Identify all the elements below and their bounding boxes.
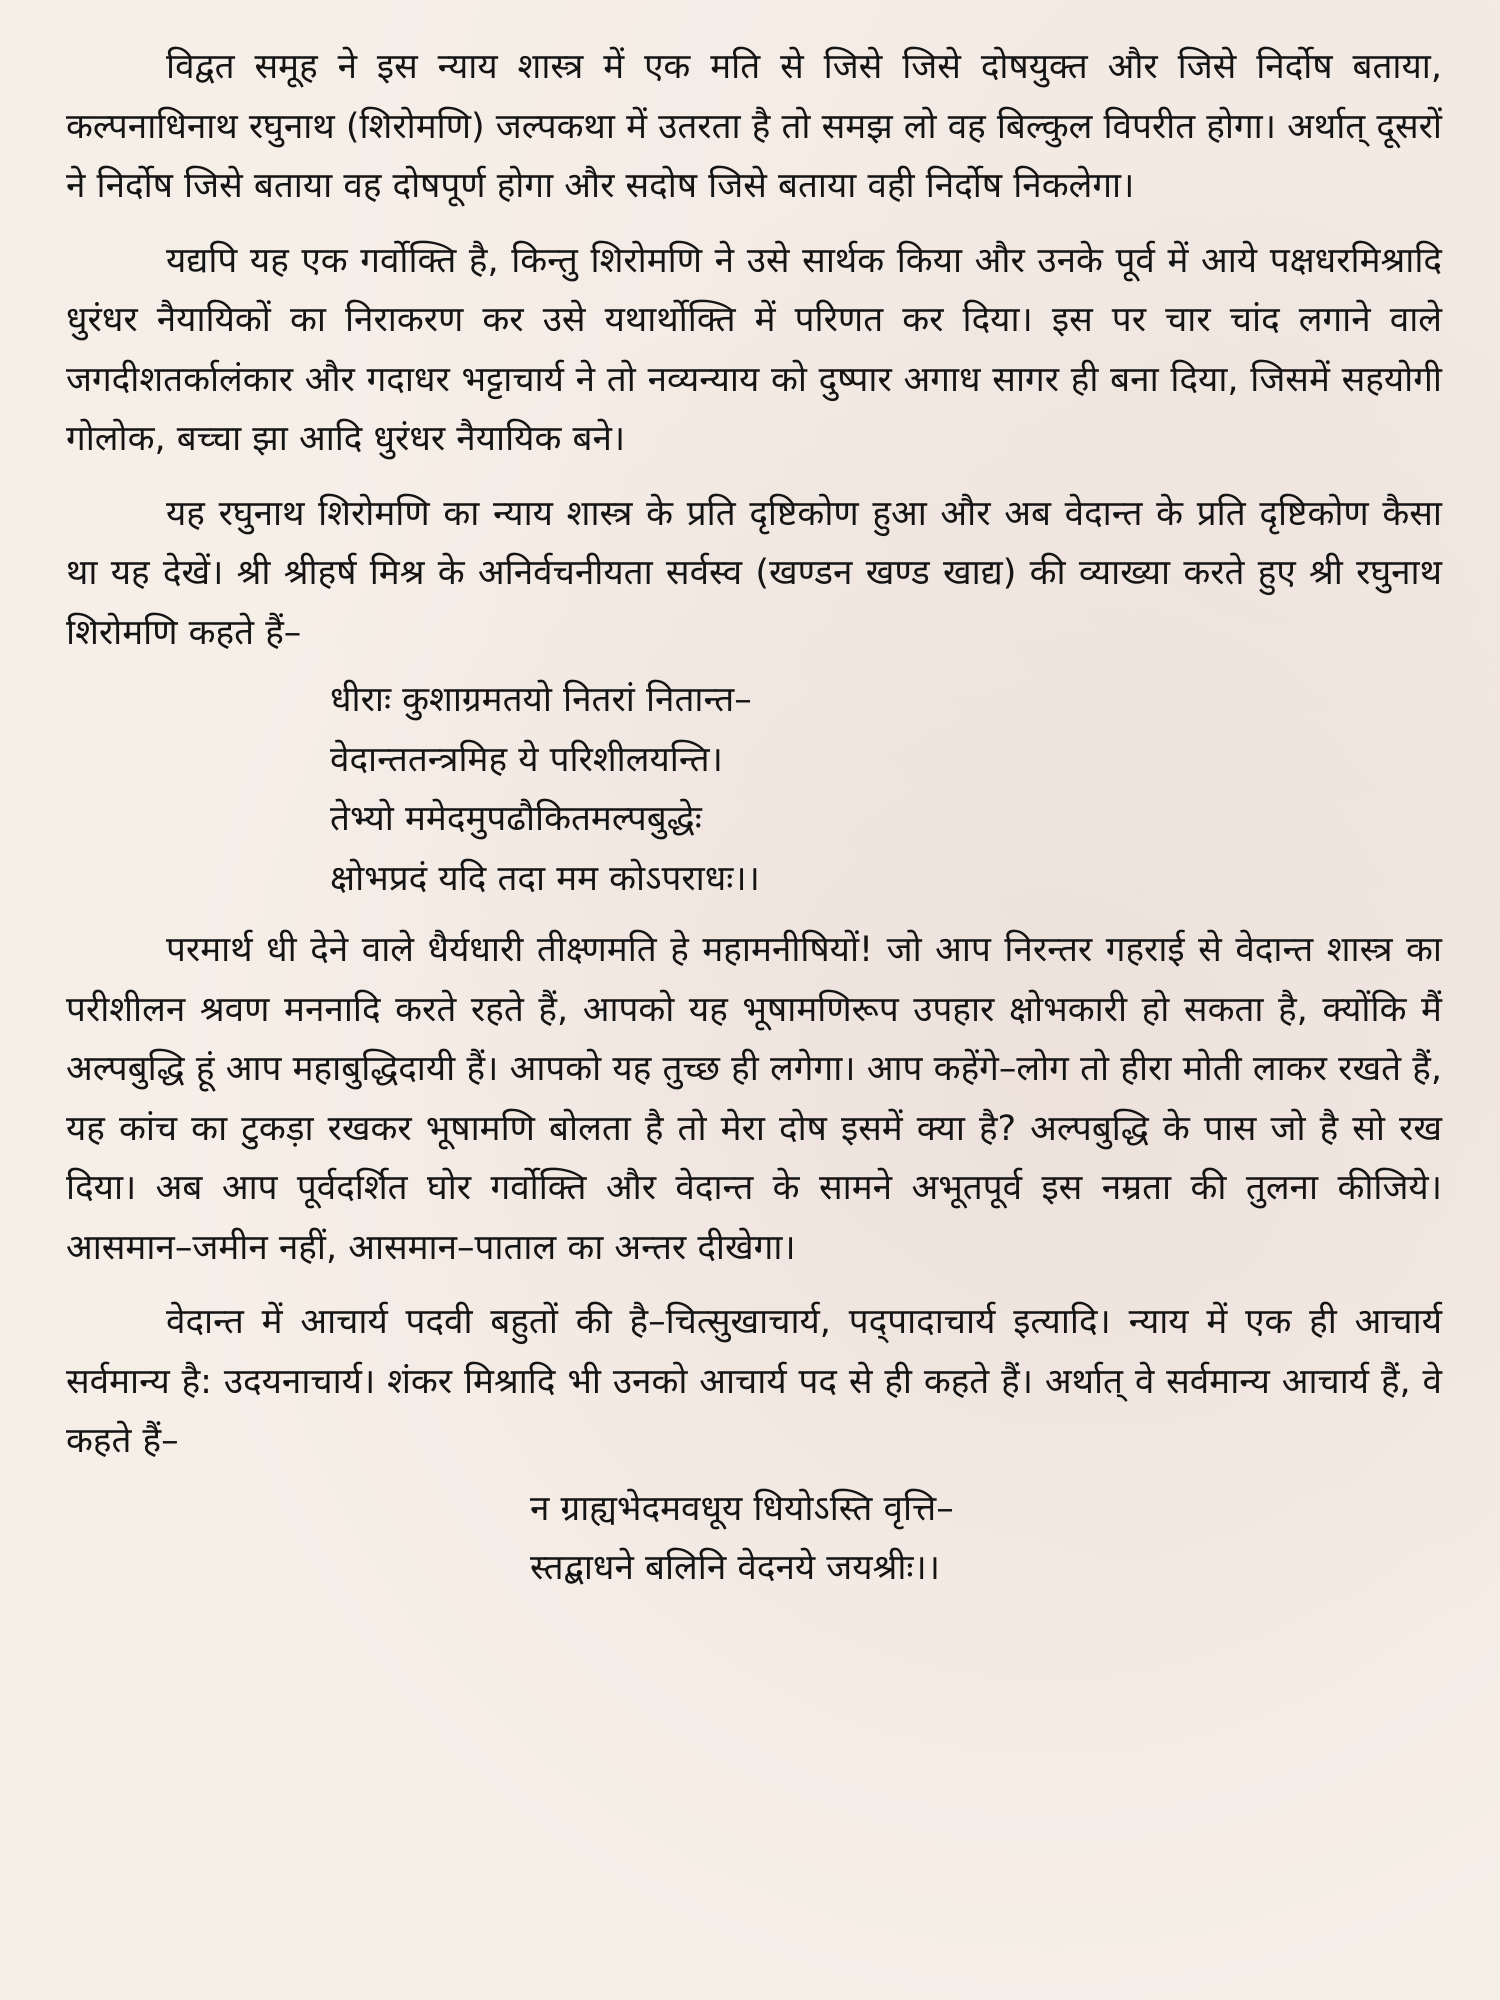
verse-quote-1 xyxy=(66,671,1442,909)
paragraph-3: यह रघुनाथ शिरोमणि का न्याय शास्त्र के प्रति दृष्टिकोण हुआ और अब वेदान्त के प्रति दृष्टिकोण कैसा था यह देखें। श्री श्रीहर्ष मिश्र के अनिर्वचनीयता सर्वस्व (खण्डन खण्ड खाद्य) की व्याख्या करते हुए श्री रघुनाथ शिरोमणि कहते हैं– xyxy=(66,493,1442,653)
verse-1-line-2: वेदान्ततन्त्रमिह ये परिशीलयन्ति। xyxy=(330,739,723,780)
verse-1-line-1: धीराः कुशाग्रमतयो नितरां नितान्त– xyxy=(330,680,752,720)
verse-2-line-1: न ग्राह्यभेदमवधूय धियोऽस्ति वृत्ति– xyxy=(530,1488,954,1529)
verse-quote-2 xyxy=(66,1480,1442,1599)
verse-1-line-4: क्षोभप्रदं यदि तदा मम कोऽपराधः।। xyxy=(330,858,760,899)
verse-1-line-3: तेभ्यो ममेदमुपढौकितमल्पबुद्धेः xyxy=(330,799,702,839)
paragraph-2: यद्यपि यह एक गर्वोक्ति है, किन्तु शिरोमणि ने उसे सार्थक किया और उनके पूर्व में आये पक्षधरमिश्रादि धुरंधर नैयायिकों का निराकरण कर उसे यथार्थोक्ति में परिणत कर दिया। इस पर चार चांद लगाने वाले जगदीशतर्कालंकार और गदाधर भट्टाचार्य ने तो नव्यन्याय को दुष्पार अगाध सागर ही बना दिया, जिसमें सहयोगी गोलोक, बच्चा झा आदि धुरंधर नैयायिक बने। xyxy=(66,240,1442,459)
verse-2-line-2: स्तद्बाधने बलिनि वेदनये जयश्रीः।। xyxy=(530,1548,941,1588)
paragraph-5: वेदान्त में आचार्य पदवी बहुतों की है–चित्सुखाचार्य, पद्पादाचार्य इत्यादि। न्याय में एक ही आचार्य सर्वमान्य है: उदयनाचार्य। शंकर मिश्रादि भी उनको आचार्य पद से ही कहते हैं। अर्थात् वे सर्वमान्य आचार्य हैं, वे कहते हैं– xyxy=(66,1302,1442,1461)
paragraph-1: विद्वत समूह ने इस न्याय शास्त्र में एक मति से जिसे जिसे दोषयुक्त और जिसे निर्दोष बताया, कल्पनाधिनाथ रघुनाथ (शिरोमणि) जल्पकथा में उतरता है तो समझ लो वह बिल्कुल विपरीत होगा। अर्थात् दूसरों ने निर्दोष जिसे बताया वह दोषपूर्ण होगा और सदोष जिसे बताया वही निर्दोष निकलेगा। xyxy=(66,47,1442,206)
paragraph-4: परमार्थ धी देने वाले धैर्यधारी तीक्ष्णमति हे महामनीषियों! जो आप निरन्तर गहराई से वेदान्त शास्त्र का परीशीलन श्रवण मननादि करते रहते हैं, आपको यह भूषामणिरूप उपहार क्षोभकारी हो सकता है, क्योंकि मैं अल्पबुद्धि हूं आप महाबुद्धिदायी हैं। आपको यह तुच्छ ही लगेगा। आप कहेंगे–लोग तो हीरा मोती लाकर रखते हैं, यह कांच का टुकड़ा रखकर भूषामणि बोलता है तो मेरा दोष इसमें क्या है? अल्पबुद्धि के पास जो है सो रख दिया। अब आप पूर्वदर्शित घोर गर्वोक्ति और वेदान्त के सामने अभूतपूर्व इस नम्रता की तुलना कीजिये। आसमान–जमीन नहीं, आसमान–पाताल का अन्तर दीखेगा। xyxy=(66,930,1442,1268)
